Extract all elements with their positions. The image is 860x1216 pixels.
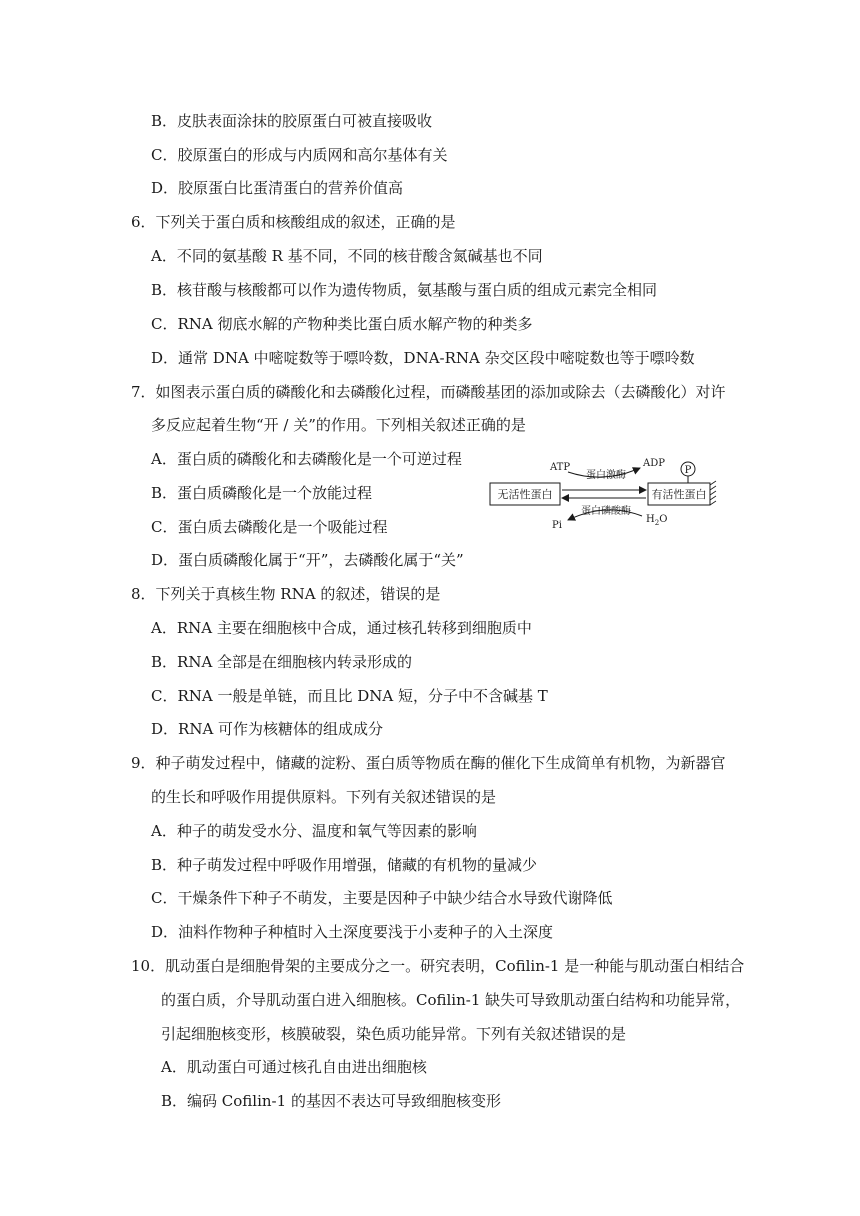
active-protein-label: 有活性蛋白: [651, 488, 707, 501]
pi-label: Pi: [552, 520, 562, 531]
q6-option-b: B．核苷酸与核酸都可以作为遗传物质，氨基酸与蛋白质的组成元素完全相同: [151, 281, 658, 299]
q9-option-c: C．干燥条件下种子不萌发，主要是因种子中缺少结合水导致代谢降低: [151, 889, 613, 907]
q9-option-b: B．种子萌发过程中呼吸作用增强，储藏的有机物的量减少: [151, 856, 538, 874]
q6-option-d: D．通常 DNA 中嘧啶数等于嘌呤数，DNA-RNA 杂交区段中嘧啶数也等于嘌呤数: [151, 349, 695, 367]
q7-stem-line2: 多反应起着生物“开 / 关”的作用。下列相关叙述正确的是: [151, 416, 526, 434]
kinase-label: 蛋白激酶: [586, 470, 626, 481]
q7-option-a: A．蛋白质的磷酸化和去磷酸化是一个可逆过程: [151, 450, 462, 468]
q8-option-a: A．RNA 主要在细胞核中合成，通过核孔转移到细胞质中: [151, 619, 532, 637]
q9-option-d: D．油料作物种子种植时入土深度要浅于小麦种子的入土深度: [151, 923, 554, 941]
q10-stem-line1: 10．肌动蛋白是细胞骨架的主要成分之一。研究表明，Cofilin-1 是一种能与肌动蛋白相结合: [131, 957, 745, 975]
q8-stem: 8．下列关于真核生物 RNA 的叙述，错误的是: [131, 585, 441, 603]
q7-option-c: C．蛋白质去磷酸化是一个吸能过程: [151, 518, 388, 536]
phosphate-symbol: P: [684, 465, 692, 476]
q7-stem-line1: 7．如图表示蛋白质的磷酸化和去磷酸化过程，而磷酸基团的添加或除去（去磷酸化）对许: [131, 383, 726, 401]
q8-option-d: D．RNA 可作为核糖体的组成成分: [151, 720, 384, 738]
q6-option-a: A．不同的氨基酸 R 基不同，不同的核苷酸含氮碱基也不同: [151, 247, 543, 265]
q6-option-c: C．RNA 彻底水解的产物种类比蛋白质水解产物的种类多: [151, 315, 533, 333]
h2o-label: $H_2O$: [646, 514, 668, 527]
q9-stem-line1: 9．种子萌发过程中，储藏的淀粉、蛋白质等物质在酶的催化下生成简单有机物，为新器官: [131, 754, 726, 772]
q9-stem-line2: 的生长和呼吸作用提供原料。下列有关叙述错误的是: [151, 788, 497, 806]
q10-option-a: A．肌动蛋白可通过核孔自由进出细胞核: [161, 1058, 427, 1076]
q5-option-c: C．胶原蛋白的形成与内质网和高尔基体有关: [151, 146, 448, 164]
q7-option-b: B．蛋白质磷酸化是一个放能过程: [151, 484, 373, 502]
q8-option-b: B．RNA 全部是在细胞核内转录形成的: [151, 653, 413, 671]
q10-stem-line3: 引起细胞核变形，核膜破裂，染色质功能异常。下列有关叙述错误的是: [161, 1025, 627, 1043]
q8-option-c: C．RNA 一般是单链，而且比 DNA 短，分子中不含碱基 T: [151, 687, 548, 705]
inactive-protein-label: 无活性蛋白: [497, 488, 553, 501]
q5-option-d: D．胶原蛋白比蛋清蛋白的营养价值高: [151, 179, 404, 197]
phosphorylation-diagram: [488, 450, 733, 532]
q10-option-b: B．编码 Cofilin-1 的基因不表达可导致细胞核变形: [161, 1092, 501, 1110]
phosphatase-label: 蛋白磷酸酶: [581, 506, 631, 517]
membrane-hatch: [710, 481, 716, 505]
q7-option-d: D．蛋白质磷酸化属于“开”，去磷酸化属于“关”: [151, 551, 464, 569]
q9-option-a: A．种子的萌发受水分、温度和氧气等因素的影响: [151, 822, 477, 840]
atp-label: ATP: [550, 462, 571, 473]
q5-option-b: B．皮肤表面涂抹的胶原蛋白可被直接吸收: [151, 112, 433, 130]
q6-stem: 6．下列关于蛋白质和核酸组成的叙述，正确的是: [131, 213, 456, 231]
adp-label: ADP: [643, 458, 665, 469]
q10-stem-line2: 的蛋白质，介导肌动蛋白进入细胞核。Cofilin-1 缺失可导致肌动蛋白结构和功能异常，: [161, 991, 741, 1009]
